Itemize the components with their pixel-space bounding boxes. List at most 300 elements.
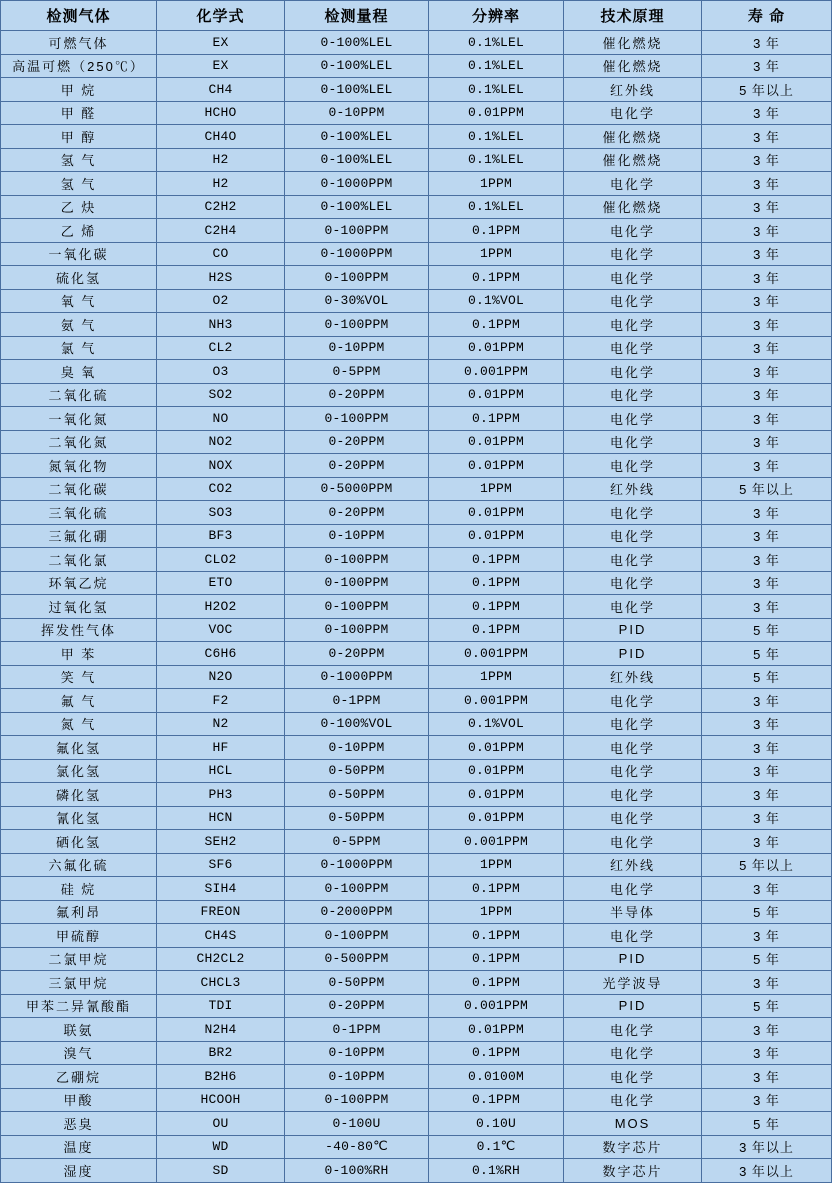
cell-formula: B2H6 [157,1065,285,1089]
cell-gas-name: 一氧化氮 [1,407,157,431]
table-row [1,806,832,830]
table-row [1,242,832,266]
cell-gas-name: 乙 烯 [1,219,157,243]
table-row [1,736,832,760]
cell-principle: 红外线 [564,853,702,877]
cell-principle: 电化学 [564,266,702,290]
cell-lifetime: 5 年 [702,994,832,1018]
cell-range: 0-20PPM [285,383,429,407]
cell-range: 0-100PPM [285,313,429,337]
cell-range: 0-100U [285,1112,429,1136]
cell-range: 0-1000PPM [285,172,429,196]
table-row [1,900,832,924]
table-row [1,947,832,971]
cell-range: 0-100PPM [285,924,429,948]
cell-range: 0-1000PPM [285,665,429,689]
cell-resolution: 1PPM [429,242,564,266]
cell-range: 0-100PPM [285,1088,429,1112]
cell-gas-name: 甲酸 [1,1088,157,1112]
cell-principle: 电化学 [564,689,702,713]
cell-range: 0-100PPM [285,877,429,901]
cell-resolution: 1PPM [429,900,564,924]
table-row [1,313,832,337]
cell-gas-name: 二氧化氮 [1,430,157,454]
cell-range: 0-100PPM [285,548,429,572]
cell-formula: NOX [157,454,285,478]
cell-resolution: 0.1PPM [429,971,564,995]
cell-formula: H2O2 [157,595,285,619]
cell-range: 0-10PPM [285,524,429,548]
cell-principle: 催化燃烧 [564,148,702,172]
cell-range: 0-100PPM [285,219,429,243]
cell-principle: 电化学 [564,1041,702,1065]
cell-range: 0-50PPM [285,783,429,807]
cell-formula: ETO [157,571,285,595]
cell-lifetime: 3 年 [702,219,832,243]
cell-gas-name: 甲苯二异氰酸酯 [1,994,157,1018]
cell-resolution: 1PPM [429,853,564,877]
table-row [1,501,832,525]
cell-resolution: 0.1%LEL [429,195,564,219]
column-header-lifetime: 寿 命 [702,1,832,31]
cell-gas-name: 二氧化氯 [1,548,157,572]
cell-gas-name: 恶臭 [1,1112,157,1136]
table-row [1,971,832,995]
cell-gas-name: 三氟化硼 [1,524,157,548]
cell-resolution: 0.001PPM [429,642,564,666]
table-row [1,148,832,172]
cell-lifetime: 3 年 [702,242,832,266]
cell-gas-name: 甲 醇 [1,125,157,149]
cell-formula: HF [157,736,285,760]
cell-gas-name: 氟化氢 [1,736,157,760]
cell-formula: H2 [157,148,285,172]
table-row [1,759,832,783]
cell-resolution: 0.01PPM [429,783,564,807]
cell-lifetime: 3 年 [702,31,832,55]
cell-resolution: 0.001PPM [429,830,564,854]
cell-resolution: 0.01PPM [429,1018,564,1042]
table-row [1,783,832,807]
column-header-formula: 化学式 [157,1,285,31]
cell-gas-name: 溴气 [1,1041,157,1065]
column-header-gas: 检测气体 [1,1,157,31]
cell-range: 0-5PPM [285,360,429,384]
table-row [1,595,832,619]
cell-lifetime: 3 年 [702,195,832,219]
cell-resolution: 0.001PPM [429,360,564,384]
cell-range: 0-100%RH [285,1159,429,1183]
cell-principle: 电化学 [564,1018,702,1042]
cell-resolution: 0.1PPM [429,266,564,290]
cell-gas-name: 可燃气体 [1,31,157,55]
cell-range: 0-10PPM [285,101,429,125]
table-row [1,548,832,572]
cell-gas-name: 湿度 [1,1159,157,1183]
cell-formula: BR2 [157,1041,285,1065]
cell-formula: CH4S [157,924,285,948]
cell-range: 0-1PPM [285,1018,429,1042]
cell-principle: 电化学 [564,924,702,948]
cell-principle: 电化学 [564,759,702,783]
cell-resolution: 0.1%VOL [429,712,564,736]
cell-lifetime: 3 年以上 [702,1135,832,1159]
cell-resolution: 0.01PPM [429,101,564,125]
cell-resolution: 0.1℃ [429,1135,564,1159]
cell-formula: CH4O [157,125,285,149]
cell-formula: BF3 [157,524,285,548]
cell-lifetime: 3 年 [702,54,832,78]
cell-formula: C2H4 [157,219,285,243]
cell-formula: WD [157,1135,285,1159]
cell-principle: 电化学 [564,336,702,360]
cell-lifetime: 3 年 [702,736,832,760]
cell-lifetime: 3 年 [702,759,832,783]
cell-lifetime: 3 年 [702,1088,832,1112]
cell-gas-name: 甲硫醇 [1,924,157,948]
cell-range: 0-30%VOL [285,289,429,313]
table-row [1,524,832,548]
table-row [1,642,832,666]
cell-lifetime: 5 年 [702,1112,832,1136]
table-row [1,877,832,901]
cell-lifetime: 5 年以上 [702,477,832,501]
cell-range: 0-100%LEL [285,78,429,102]
cell-principle: 数字芯片 [564,1159,702,1183]
cell-principle: 电化学 [564,313,702,337]
cell-resolution: 0.1PPM [429,407,564,431]
cell-gas-name: 氨 气 [1,313,157,337]
cell-resolution: 0.1PPM [429,595,564,619]
cell-lifetime: 3 年 [702,501,832,525]
cell-principle: 电化学 [564,242,702,266]
cell-resolution: 0.1PPM [429,548,564,572]
cell-resolution: 0.1%LEL [429,125,564,149]
cell-lifetime: 3 年 [702,783,832,807]
cell-principle: 电化学 [564,172,702,196]
table-row [1,407,832,431]
cell-resolution: 0.1PPM [429,924,564,948]
cell-lifetime: 3 年 [702,172,832,196]
cell-range: 0-100%LEL [285,195,429,219]
cell-lifetime: 3 年 [702,313,832,337]
cell-lifetime: 3 年 [702,407,832,431]
table-row [1,360,832,384]
cell-gas-name: 六氟化硫 [1,853,157,877]
table-row [1,430,832,454]
cell-lifetime: 3 年 [702,971,832,995]
cell-lifetime: 3 年 [702,454,832,478]
cell-range: 0-10PPM [285,736,429,760]
cell-range: 0-2000PPM [285,900,429,924]
table-row [1,266,832,290]
cell-principle: 电化学 [564,219,702,243]
cell-principle: 催化燃烧 [564,54,702,78]
cell-range: 0-50PPM [285,759,429,783]
cell-principle: 电化学 [564,1088,702,1112]
cell-lifetime: 5 年以上 [702,78,832,102]
cell-lifetime: 5 年 [702,618,832,642]
cell-range: 0-20PPM [285,430,429,454]
table-row [1,618,832,642]
cell-gas-name: 氢 气 [1,172,157,196]
table-row [1,125,832,149]
cell-range: 0-100%LEL [285,54,429,78]
cell-gas-name: 氯化氢 [1,759,157,783]
cell-gas-name: 高温可燃（250℃） [1,54,157,78]
cell-gas-name: 乙 炔 [1,195,157,219]
cell-resolution: 0.1PPM [429,1041,564,1065]
table-row [1,1112,832,1136]
cell-principle: 红外线 [564,477,702,501]
cell-lifetime: 3 年 [702,830,832,854]
cell-resolution: 0.1PPM [429,947,564,971]
cell-principle: 电化学 [564,712,702,736]
cell-gas-name: 氟利昂 [1,900,157,924]
cell-lifetime: 5 年 [702,665,832,689]
cell-gas-name: 联氨 [1,1018,157,1042]
cell-principle: PID [564,947,702,971]
table-row [1,830,832,854]
cell-resolution: 0.1PPM [429,571,564,595]
cell-formula: CO [157,242,285,266]
cell-lifetime: 3 年 [702,125,832,149]
cell-principle: 催化燃烧 [564,31,702,55]
cell-formula: C2H2 [157,195,285,219]
cell-formula: HCOOH [157,1088,285,1112]
cell-range: 0-100PPM [285,266,429,290]
cell-range: 0-5000PPM [285,477,429,501]
cell-principle: 电化学 [564,383,702,407]
cell-resolution: 0.1PPM [429,313,564,337]
cell-range: 0-1PPM [285,689,429,713]
cell-gas-name: 氰化氢 [1,806,157,830]
cell-gas-name: 硅 烷 [1,877,157,901]
cell-principle: 数字芯片 [564,1135,702,1159]
table-row [1,195,832,219]
table-row [1,1159,832,1183]
cell-principle: PID [564,994,702,1018]
cell-gas-name: 氯 气 [1,336,157,360]
table-row [1,1135,832,1159]
cell-gas-name: 过氧化氢 [1,595,157,619]
cell-lifetime: 3 年 [702,548,832,572]
cell-formula: SO2 [157,383,285,407]
cell-range: 0-20PPM [285,642,429,666]
cell-range: 0-100%LEL [285,125,429,149]
cell-formula: SIH4 [157,877,285,901]
cell-lifetime: 3 年 [702,524,832,548]
cell-formula: EX [157,54,285,78]
cell-lifetime: 3 年 [702,806,832,830]
cell-gas-name: 二氧化硫 [1,383,157,407]
cell-lifetime: 5 年 [702,900,832,924]
cell-range: 0-100PPM [285,407,429,431]
cell-gas-name: 甲 苯 [1,642,157,666]
cell-lifetime: 5 年以上 [702,853,832,877]
table-row [1,571,832,595]
cell-resolution: 1PPM [429,665,564,689]
table-row [1,289,832,313]
cell-formula: O3 [157,360,285,384]
column-header-principle: 技术原理 [564,1,702,31]
cell-resolution: 0.1PPM [429,1088,564,1112]
cell-formula: SF6 [157,853,285,877]
cell-range: 0-50PPM [285,971,429,995]
table-row [1,994,832,1018]
cell-range: 0-10PPM [285,1041,429,1065]
cell-formula: HCHO [157,101,285,125]
cell-resolution: 0.01PPM [429,383,564,407]
cell-principle: 电化学 [564,736,702,760]
cell-resolution: 0.01PPM [429,736,564,760]
cell-formula: CH4 [157,78,285,102]
cell-lifetime: 3 年 [702,1041,832,1065]
cell-principle: 电化学 [564,454,702,478]
cell-lifetime: 3 年以上 [702,1159,832,1183]
cell-gas-name: 甲 醛 [1,101,157,125]
cell-gas-name: 硫化氢 [1,266,157,290]
cell-formula: FREON [157,900,285,924]
cell-resolution: 0.1%LEL [429,31,564,55]
table-row [1,665,832,689]
cell-resolution: 0.001PPM [429,689,564,713]
cell-formula: VOC [157,618,285,642]
cell-formula: N2O [157,665,285,689]
table-row [1,1088,832,1112]
column-header-range: 检测量程 [285,1,429,31]
cell-range: 0-1000PPM [285,853,429,877]
cell-formula: F2 [157,689,285,713]
cell-principle: 红外线 [564,665,702,689]
cell-principle: 电化学 [564,101,702,125]
cell-range: 0-5PPM [285,830,429,854]
cell-resolution: 0.10U [429,1112,564,1136]
cell-range: 0-100PPM [285,571,429,595]
cell-gas-name: 氟 气 [1,689,157,713]
table-row [1,689,832,713]
cell-resolution: 1PPM [429,172,564,196]
table-row [1,1018,832,1042]
cell-resolution: 0.01PPM [429,524,564,548]
cell-resolution: 0.1PPM [429,877,564,901]
cell-resolution: 0.1%VOL [429,289,564,313]
cell-range: 0-100PPM [285,595,429,619]
cell-range: 0-20PPM [285,454,429,478]
column-header-resolution: 分辨率 [429,1,564,31]
cell-gas-name: 挥发性气体 [1,618,157,642]
cell-resolution: 0.01PPM [429,806,564,830]
cell-gas-name: 氮氧化物 [1,454,157,478]
table-body [1,31,832,1183]
cell-formula: NH3 [157,313,285,337]
cell-principle: PID [564,642,702,666]
cell-range: 0-20PPM [285,501,429,525]
cell-gas-name: 硒化氢 [1,830,157,854]
cell-formula: SO3 [157,501,285,525]
table-row [1,101,832,125]
cell-gas-name: 笑 气 [1,665,157,689]
cell-range: -40-80℃ [285,1135,429,1159]
cell-gas-name: 臭 氧 [1,360,157,384]
cell-gas-name: 乙硼烷 [1,1065,157,1089]
cell-resolution: 0.1%LEL [429,54,564,78]
cell-range: 0-20PPM [285,994,429,1018]
cell-gas-name: 甲 烷 [1,78,157,102]
table-row [1,1065,832,1089]
table-row [1,853,832,877]
cell-principle: 催化燃烧 [564,195,702,219]
table-row [1,924,832,948]
table-row [1,31,832,55]
cell-gas-name: 磷化氢 [1,783,157,807]
cell-principle: 电化学 [564,501,702,525]
cell-formula: O2 [157,289,285,313]
cell-resolution: 0.1%LEL [429,148,564,172]
cell-range: 0-100%VOL [285,712,429,736]
cell-formula: CL2 [157,336,285,360]
cell-principle: 电化学 [564,289,702,313]
cell-principle: 红外线 [564,78,702,102]
cell-range: 0-100%LEL [285,148,429,172]
cell-principle: 半导体 [564,900,702,924]
cell-lifetime: 3 年 [702,1065,832,1089]
cell-gas-name: 三氯甲烷 [1,971,157,995]
cell-gas-name: 二氯甲烷 [1,947,157,971]
cell-gas-name: 环氧乙烷 [1,571,157,595]
cell-formula: N2 [157,712,285,736]
cell-formula: CLO2 [157,548,285,572]
cell-formula: SEH2 [157,830,285,854]
cell-range: 0-500PPM [285,947,429,971]
table-header-row [1,1,832,31]
cell-formula: OU [157,1112,285,1136]
cell-gas-name: 三氧化硫 [1,501,157,525]
table-row [1,78,832,102]
table-row [1,1041,832,1065]
cell-formula: H2 [157,172,285,196]
cell-principle: 电化学 [564,548,702,572]
table-row [1,219,832,243]
cell-formula: N2H4 [157,1018,285,1042]
cell-principle: 电化学 [564,571,702,595]
cell-lifetime: 3 年 [702,712,832,736]
cell-resolution: 0.1PPM [429,618,564,642]
cell-formula: C6H6 [157,642,285,666]
cell-principle: 电化学 [564,1065,702,1089]
table-row [1,336,832,360]
cell-formula: CHCL3 [157,971,285,995]
cell-formula: HCL [157,759,285,783]
cell-resolution: 0.01PPM [429,430,564,454]
cell-lifetime: 3 年 [702,924,832,948]
cell-principle: 催化燃烧 [564,125,702,149]
cell-lifetime: 3 年 [702,266,832,290]
cell-lifetime: 3 年 [702,383,832,407]
cell-lifetime: 3 年 [702,571,832,595]
cell-formula: SD [157,1159,285,1183]
cell-range: 0-10PPM [285,1065,429,1089]
cell-lifetime: 3 年 [702,148,832,172]
cell-resolution: 1PPM [429,477,564,501]
cell-principle: PID [564,618,702,642]
cell-gas-name: 氧 气 [1,289,157,313]
cell-lifetime: 3 年 [702,360,832,384]
cell-gas-name: 二氧化碳 [1,477,157,501]
cell-lifetime: 3 年 [702,289,832,313]
table-row [1,454,832,478]
cell-resolution: 0.0100M [429,1065,564,1089]
